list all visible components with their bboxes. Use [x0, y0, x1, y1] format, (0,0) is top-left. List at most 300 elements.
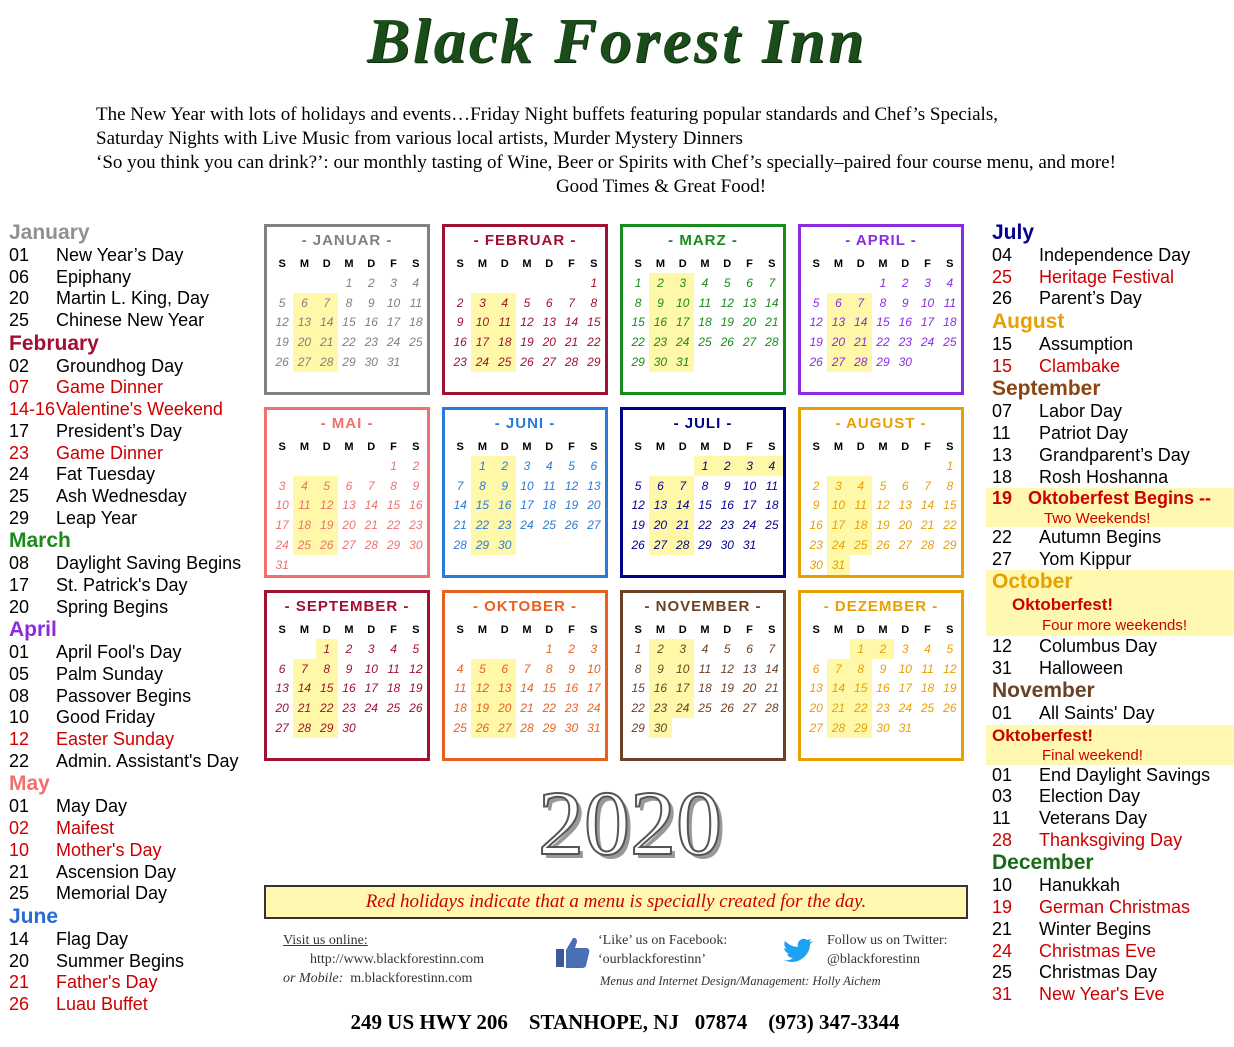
- holiday-name: Good Friday: [56, 707, 156, 728]
- calendar-day: 24: [520, 518, 534, 533]
- holiday-row: [9, 597, 241, 619]
- calendar-day: 30: [409, 538, 423, 553]
- calendar-day: 10: [587, 661, 601, 676]
- weekday-header: D: [856, 258, 865, 270]
- calendar-day: 7: [568, 295, 575, 310]
- calendar-day: 10: [920, 295, 935, 310]
- calendar-day: 26: [809, 355, 823, 370]
- facebook-label: ‘Like’ us on Facebook:: [598, 933, 728, 948]
- calendar-day: 21: [850, 332, 872, 352]
- holiday-name: Columbus Day: [1039, 635, 1158, 656]
- holiday-name: Groundhog Day: [56, 355, 184, 376]
- empty-cell: [516, 639, 538, 659]
- calendar-day: 29: [471, 535, 493, 555]
- calendar-day: 26: [316, 535, 338, 555]
- calendar-day: 27: [494, 718, 516, 738]
- calendar-day: 24: [364, 701, 378, 716]
- calendar-day: 22: [631, 335, 645, 350]
- weekday-header: M: [477, 624, 487, 636]
- holiday-name: Assumption: [1039, 334, 1134, 355]
- calendar-day: 1: [390, 458, 397, 473]
- holiday-date: 24: [9, 464, 30, 485]
- month-calendar: [264, 224, 430, 395]
- calendar-day: 7: [367, 478, 375, 493]
- calendar-day: 14: [672, 496, 694, 516]
- weekday-header: M: [700, 258, 710, 270]
- holiday-row: [992, 356, 1228, 378]
- calendar-day: 28: [920, 538, 935, 553]
- holiday-name: Veterans Day: [1039, 808, 1148, 829]
- holiday-name: Grandparent’s Day: [1039, 444, 1190, 465]
- holiday-date: 25: [992, 962, 1013, 983]
- holiday-name: New Year's Eve: [1039, 983, 1165, 1004]
- calendar-day: 17: [672, 679, 694, 699]
- calendar-day: 15: [342, 315, 356, 330]
- empty-cell: [316, 456, 338, 476]
- calendar-day: 12: [564, 478, 579, 493]
- calendar-day: 13: [742, 661, 757, 676]
- calendar-day: 7: [523, 661, 531, 676]
- calendar-title: - MAI -: [320, 415, 374, 432]
- weekday-header: F: [390, 441, 397, 453]
- holiday-date: 04: [992, 245, 1013, 265]
- empty-cell: [538, 273, 560, 293]
- holiday-name: End Daylight Savings: [1039, 764, 1211, 785]
- holiday-row: [9, 929, 241, 951]
- weekday-header: F: [568, 441, 575, 453]
- oktoberfest-note: Final weekend!: [1042, 746, 1143, 764]
- calendar-day: 5: [634, 478, 642, 493]
- calendar-day: 5: [812, 295, 820, 310]
- calendar-day: 25: [293, 535, 315, 555]
- calendar-day: 9: [456, 315, 464, 330]
- calendar-day: 31: [386, 355, 401, 370]
- weekday-header: D: [367, 624, 376, 636]
- calendar-day: 13: [293, 313, 315, 333]
- holiday-row: [9, 951, 241, 973]
- calendar-day: 18: [765, 498, 779, 513]
- facebook-handle[interactable]: ‘ourblackforestinn’: [598, 952, 707, 967]
- holiday-row: [9, 729, 241, 751]
- empty-cell: [672, 456, 694, 476]
- calendar-title: - DEZEMBER -: [823, 598, 939, 615]
- holiday-date: 05: [9, 664, 30, 684]
- holiday-date: 22: [9, 750, 30, 771]
- holiday-row: [9, 356, 241, 378]
- holiday-row: [992, 334, 1228, 356]
- holiday-row: [992, 919, 1228, 941]
- calendar-day: 23: [809, 538, 823, 553]
- calendar-day: 21: [293, 698, 315, 718]
- calendar-day: 1: [879, 275, 887, 290]
- holiday-date: 31: [992, 657, 1013, 678]
- calendar-day: 1: [946, 458, 954, 473]
- calendar-day: 24: [471, 352, 493, 372]
- calendar-day: 3: [672, 273, 694, 293]
- calendar-day: 11: [453, 681, 467, 696]
- weekday-header: M: [878, 258, 888, 270]
- weekday-header: D: [723, 624, 732, 636]
- mobile-link[interactable]: m.blackforestinn.com: [350, 971, 473, 986]
- weekday-header: D: [856, 441, 865, 453]
- calendar-day: 4: [412, 275, 420, 290]
- calendar-day: 23: [898, 335, 912, 350]
- holiday-date: 19: [992, 488, 1013, 509]
- calendar-day: 27: [649, 535, 671, 555]
- holiday-date: 08: [9, 553, 30, 574]
- calendar-day: 16: [809, 518, 823, 533]
- holiday-row: [9, 707, 241, 729]
- calendar-day: 6: [901, 478, 909, 493]
- empty-cell: [649, 456, 671, 476]
- calendar-day: 4: [545, 458, 553, 473]
- month-calendar: [620, 224, 786, 395]
- weekday-header: D: [322, 624, 331, 636]
- weekday-header: S: [456, 624, 464, 636]
- calendar-day: 8: [879, 295, 887, 310]
- calendar-day: 1: [345, 275, 353, 290]
- calendar-day: 3: [523, 458, 531, 473]
- calendar-day: 6: [746, 275, 753, 290]
- calendar-day: 9: [345, 661, 353, 676]
- calendar-day: 7: [768, 641, 776, 656]
- weekday-header: F: [568, 624, 575, 636]
- empty-cell: [449, 273, 471, 293]
- weekday-header: F: [390, 624, 397, 636]
- empty-cell: [494, 273, 516, 293]
- calendar-title: - FEBRUAR -: [473, 232, 577, 249]
- calendar-day: 20: [649, 515, 671, 535]
- calendar-day: 1: [694, 456, 716, 476]
- holiday-name: Heritage Festival: [1039, 266, 1175, 287]
- month-heading: June: [9, 904, 59, 928]
- weekday-header: D: [545, 624, 554, 636]
- calendar-day: 7: [316, 293, 338, 313]
- holiday-row: [9, 464, 241, 486]
- calendar-day: 16: [564, 681, 579, 696]
- calendar-day: 16: [409, 498, 423, 513]
- weekday-header: M: [344, 441, 354, 453]
- calendar-day: 25: [386, 701, 401, 716]
- empty-cell: [293, 456, 315, 476]
- holiday-row: [992, 875, 1228, 897]
- holiday-row: [9, 553, 241, 575]
- calendar-day: 11: [293, 496, 315, 516]
- calendar-day: 20: [827, 332, 849, 352]
- calendar-day: 12: [631, 498, 645, 513]
- calendar-day: 24: [742, 518, 757, 533]
- calendar-day: 29: [316, 718, 338, 738]
- holiday-name: Clambake: [1039, 355, 1121, 376]
- twitter-block: [827, 931, 948, 969]
- calendar-day: 18: [409, 315, 423, 330]
- calendar-day: 14: [827, 679, 849, 699]
- calendar-day: 15: [631, 315, 645, 330]
- calendar-day: 23: [453, 355, 467, 370]
- weekday-header: S: [278, 624, 286, 636]
- calendar-day: 4: [390, 641, 397, 656]
- holiday-name: May Day: [56, 796, 128, 817]
- weekday-header: D: [901, 258, 910, 270]
- calendar-day: 27: [827, 352, 849, 372]
- calendar-day: 3: [390, 275, 397, 290]
- calendar-day: 10: [898, 661, 912, 676]
- calendar-day: 6: [812, 661, 820, 676]
- holiday-date: 25: [9, 883, 30, 904]
- calendar-day: 16: [494, 496, 516, 516]
- weekday-header: M: [522, 441, 532, 453]
- calendar-day: 1: [471, 456, 493, 476]
- mobile-prefix: or Mobile:: [283, 971, 344, 986]
- empty-cell: [805, 639, 827, 659]
- calendar-day: 20: [898, 518, 912, 533]
- calendar-day: 26: [720, 701, 734, 716]
- holiday-date: 01: [9, 796, 30, 817]
- calendar-day: 22: [316, 698, 338, 718]
- calendar-day: 4: [850, 476, 872, 496]
- holiday-row: [992, 636, 1228, 658]
- calendar-day: 29: [542, 721, 556, 736]
- calendar-day: 6: [494, 659, 516, 679]
- calendar-day: 8: [701, 478, 709, 493]
- holiday-name: Autumn Begins: [1039, 526, 1162, 547]
- holiday-date: 02: [9, 818, 30, 839]
- credit-line: Menus and Internet Design/Management: Holly Aichem: [600, 974, 881, 988]
- calendar-day: 17: [364, 681, 378, 696]
- weekday-header: S: [456, 441, 464, 453]
- weekday-header: F: [568, 258, 575, 270]
- holiday-name: Daylight Saving Begins: [56, 553, 242, 574]
- calendar-day: 6: [278, 661, 286, 676]
- calendar-day: 16: [364, 315, 378, 330]
- calendar-day: 5: [723, 275, 731, 290]
- holiday-name: Labor Day: [1039, 401, 1123, 422]
- calendar-day: 31: [742, 538, 757, 553]
- calendar-day: 22: [587, 335, 601, 350]
- holiday-row: [992, 401, 1228, 423]
- calendar-day: 19: [876, 518, 890, 533]
- calendar-day: 30: [494, 535, 516, 555]
- calendar-day: 8: [345, 295, 353, 310]
- holiday-name: Chinese New Year: [56, 310, 205, 331]
- calendar-day: 2: [649, 639, 671, 659]
- calendar-day: 4: [494, 293, 516, 313]
- calendar-day: 24: [587, 701, 601, 716]
- calendar-day: 2: [456, 295, 464, 310]
- empty-cell: [449, 456, 471, 476]
- month-heading: October: [992, 570, 1073, 594]
- holiday-date: 25: [9, 310, 30, 331]
- calendar-day: 13: [742, 295, 757, 310]
- empty-cell: [827, 456, 849, 476]
- calendar-day: 21: [920, 518, 935, 533]
- holiday-row: [992, 488, 1234, 510]
- calendar-day: 23: [409, 518, 423, 533]
- holiday-date: 21: [992, 918, 1013, 939]
- calendar-day: 1: [634, 275, 642, 290]
- holiday-row: [9, 686, 241, 708]
- calendar-day: 21: [364, 518, 378, 533]
- calendar-day: 2: [901, 275, 909, 290]
- holiday-date: 21: [9, 972, 30, 993]
- calendar-day: 30: [649, 352, 671, 372]
- calendar-day: 18: [698, 681, 712, 696]
- calendar-day: 25: [409, 335, 423, 350]
- calendar-day: 28: [453, 538, 467, 553]
- empty-cell: [850, 273, 872, 293]
- calendar-day: 6: [590, 458, 598, 473]
- weekday-header: M: [878, 624, 888, 636]
- holiday-date: 20: [9, 596, 30, 617]
- holiday-row: [992, 897, 1228, 919]
- calendar-day: 17: [827, 515, 849, 535]
- holiday-name: Christmas Day: [1039, 962, 1158, 983]
- calendar-day: 13: [275, 681, 289, 696]
- calendar-day: 11: [921, 661, 934, 676]
- calendar-day: 27: [742, 335, 757, 350]
- calendar-day: 25: [698, 701, 712, 716]
- holiday-name: Valentine's Weekend: [56, 399, 223, 420]
- calendar-day: 3: [738, 456, 760, 476]
- calendar-day: 3: [672, 639, 694, 659]
- twitter-bird-icon[interactable]: [782, 938, 814, 971]
- weekday-header: S: [946, 258, 954, 270]
- weekday-header: M: [344, 258, 354, 270]
- calendar-day: 5: [471, 659, 493, 679]
- twitter-handle[interactable]: @blackforestinn: [827, 952, 920, 967]
- holiday-date: 15: [992, 355, 1013, 376]
- calendar-day: 12: [409, 661, 423, 676]
- holiday-row: [9, 508, 241, 530]
- holiday-row: [9, 310, 241, 332]
- month-calendar: [798, 224, 964, 395]
- empty-cell: [271, 273, 293, 293]
- intro-tagline: Good Times & Great Food!: [555, 176, 767, 197]
- calendar-day: 20: [742, 315, 757, 330]
- weekday-header: S: [456, 258, 464, 270]
- holiday-name: Election Day: [1039, 786, 1141, 807]
- calendar-day: 10: [275, 498, 289, 513]
- calendar-day: 26: [631, 538, 645, 553]
- holiday-name: New Year’s Day: [56, 245, 184, 265]
- holiday-name: Flag Day: [56, 928, 129, 949]
- holiday-row: [9, 575, 241, 597]
- holiday-row: [992, 962, 1228, 984]
- holiday-name: Passover Begins: [56, 685, 192, 706]
- calendar-day: 26: [520, 355, 534, 370]
- calendar-day: 13: [342, 498, 356, 513]
- calendar-day: 29: [631, 355, 645, 370]
- calendar-day: 8: [545, 661, 553, 676]
- calendar-day: 22: [342, 335, 356, 350]
- calendar-day: 21: [453, 518, 467, 533]
- holiday-name: German Christmas: [1039, 897, 1191, 918]
- calendar-day: 18: [850, 515, 872, 535]
- visit-label: Visit us online:: [283, 933, 368, 948]
- calendar-day: 25: [765, 518, 779, 533]
- calendar-day: 15: [698, 498, 712, 513]
- calendar-day: 13: [898, 498, 912, 513]
- holiday-name: Winter Begins: [1039, 918, 1152, 939]
- calendar-day: 19: [720, 315, 734, 330]
- calendar-day: 2: [716, 456, 738, 476]
- holiday-date: 01: [9, 245, 30, 265]
- oktoberfest-final-block: [986, 725, 1234, 765]
- oktoberfest-note: Two Weekends!: [1044, 509, 1151, 527]
- calendar-day: 16: [876, 681, 890, 696]
- calendar-day: 20: [494, 698, 516, 718]
- calendar-day: 5: [412, 641, 420, 656]
- weekday-header: S: [590, 258, 598, 270]
- calendar-day: 17: [386, 315, 401, 330]
- calendar-day: 18: [453, 701, 467, 716]
- holiday-row: [992, 267, 1228, 289]
- calendar-day: 5: [723, 641, 731, 656]
- calendar-day: 5: [278, 295, 286, 310]
- calendar-day: 30: [649, 718, 671, 738]
- calendar-day: 1: [316, 639, 338, 659]
- calendar-title: - OKTOBER -: [472, 598, 578, 615]
- thumbs-up-icon[interactable]: [555, 935, 591, 974]
- calendar-day: 24: [827, 535, 849, 555]
- weekday-header: D: [901, 624, 910, 636]
- website-link[interactable]: http://www.blackforestinn.com: [310, 952, 485, 967]
- holiday-row: [992, 984, 1228, 1006]
- holiday-date: 19: [992, 897, 1013, 918]
- calendar-day: 9: [812, 498, 820, 513]
- holiday-date: 24: [992, 940, 1013, 961]
- holiday-name: Fat Tuesday: [56, 464, 156, 485]
- calendar-day: 14: [293, 679, 315, 699]
- holiday-row: [9, 443, 241, 465]
- weekday-header: S: [946, 624, 954, 636]
- calendar-day: 10: [386, 295, 401, 310]
- calendar-day: 7: [672, 476, 694, 496]
- weekday-header: S: [278, 441, 286, 453]
- holiday-date: 25: [992, 266, 1013, 287]
- calendar-day: 25: [920, 701, 935, 716]
- month-calendar: [442, 590, 608, 761]
- calendar-day: 27: [342, 538, 356, 553]
- calendar-day: 17: [275, 518, 289, 533]
- month-heading: December: [992, 851, 1094, 875]
- calendar-day: 2: [412, 458, 420, 473]
- calendar-day: 12: [520, 315, 534, 330]
- weekday-header: F: [924, 624, 931, 636]
- weekday-header: S: [768, 624, 776, 636]
- calendar-day: 9: [367, 295, 375, 310]
- calendar-title: - AUGUST -: [835, 415, 927, 432]
- holiday-row: [9, 377, 241, 399]
- holiday-row: [992, 527, 1228, 549]
- calendar-day: 6: [746, 641, 753, 656]
- calendar-day: 23: [342, 701, 356, 716]
- calendar-day: 6: [827, 293, 849, 313]
- oktoberfest-note: Four more weekends!: [1042, 616, 1188, 634]
- calendar-day: 26: [876, 538, 890, 553]
- calendar-day: 29: [587, 355, 601, 370]
- month-calendar: [264, 407, 430, 578]
- holiday-date: 23: [9, 442, 30, 463]
- holiday-name: Father's Day: [56, 972, 158, 993]
- empty-cell: [916, 456, 938, 476]
- calendar-day: 18: [494, 332, 516, 352]
- calendar-day: 10: [364, 661, 378, 676]
- weekday-header: M: [299, 441, 309, 453]
- calendar-title: - NOVEMBER -: [644, 598, 762, 615]
- calendar-day: 9: [412, 478, 420, 493]
- weekday-header: M: [833, 624, 843, 636]
